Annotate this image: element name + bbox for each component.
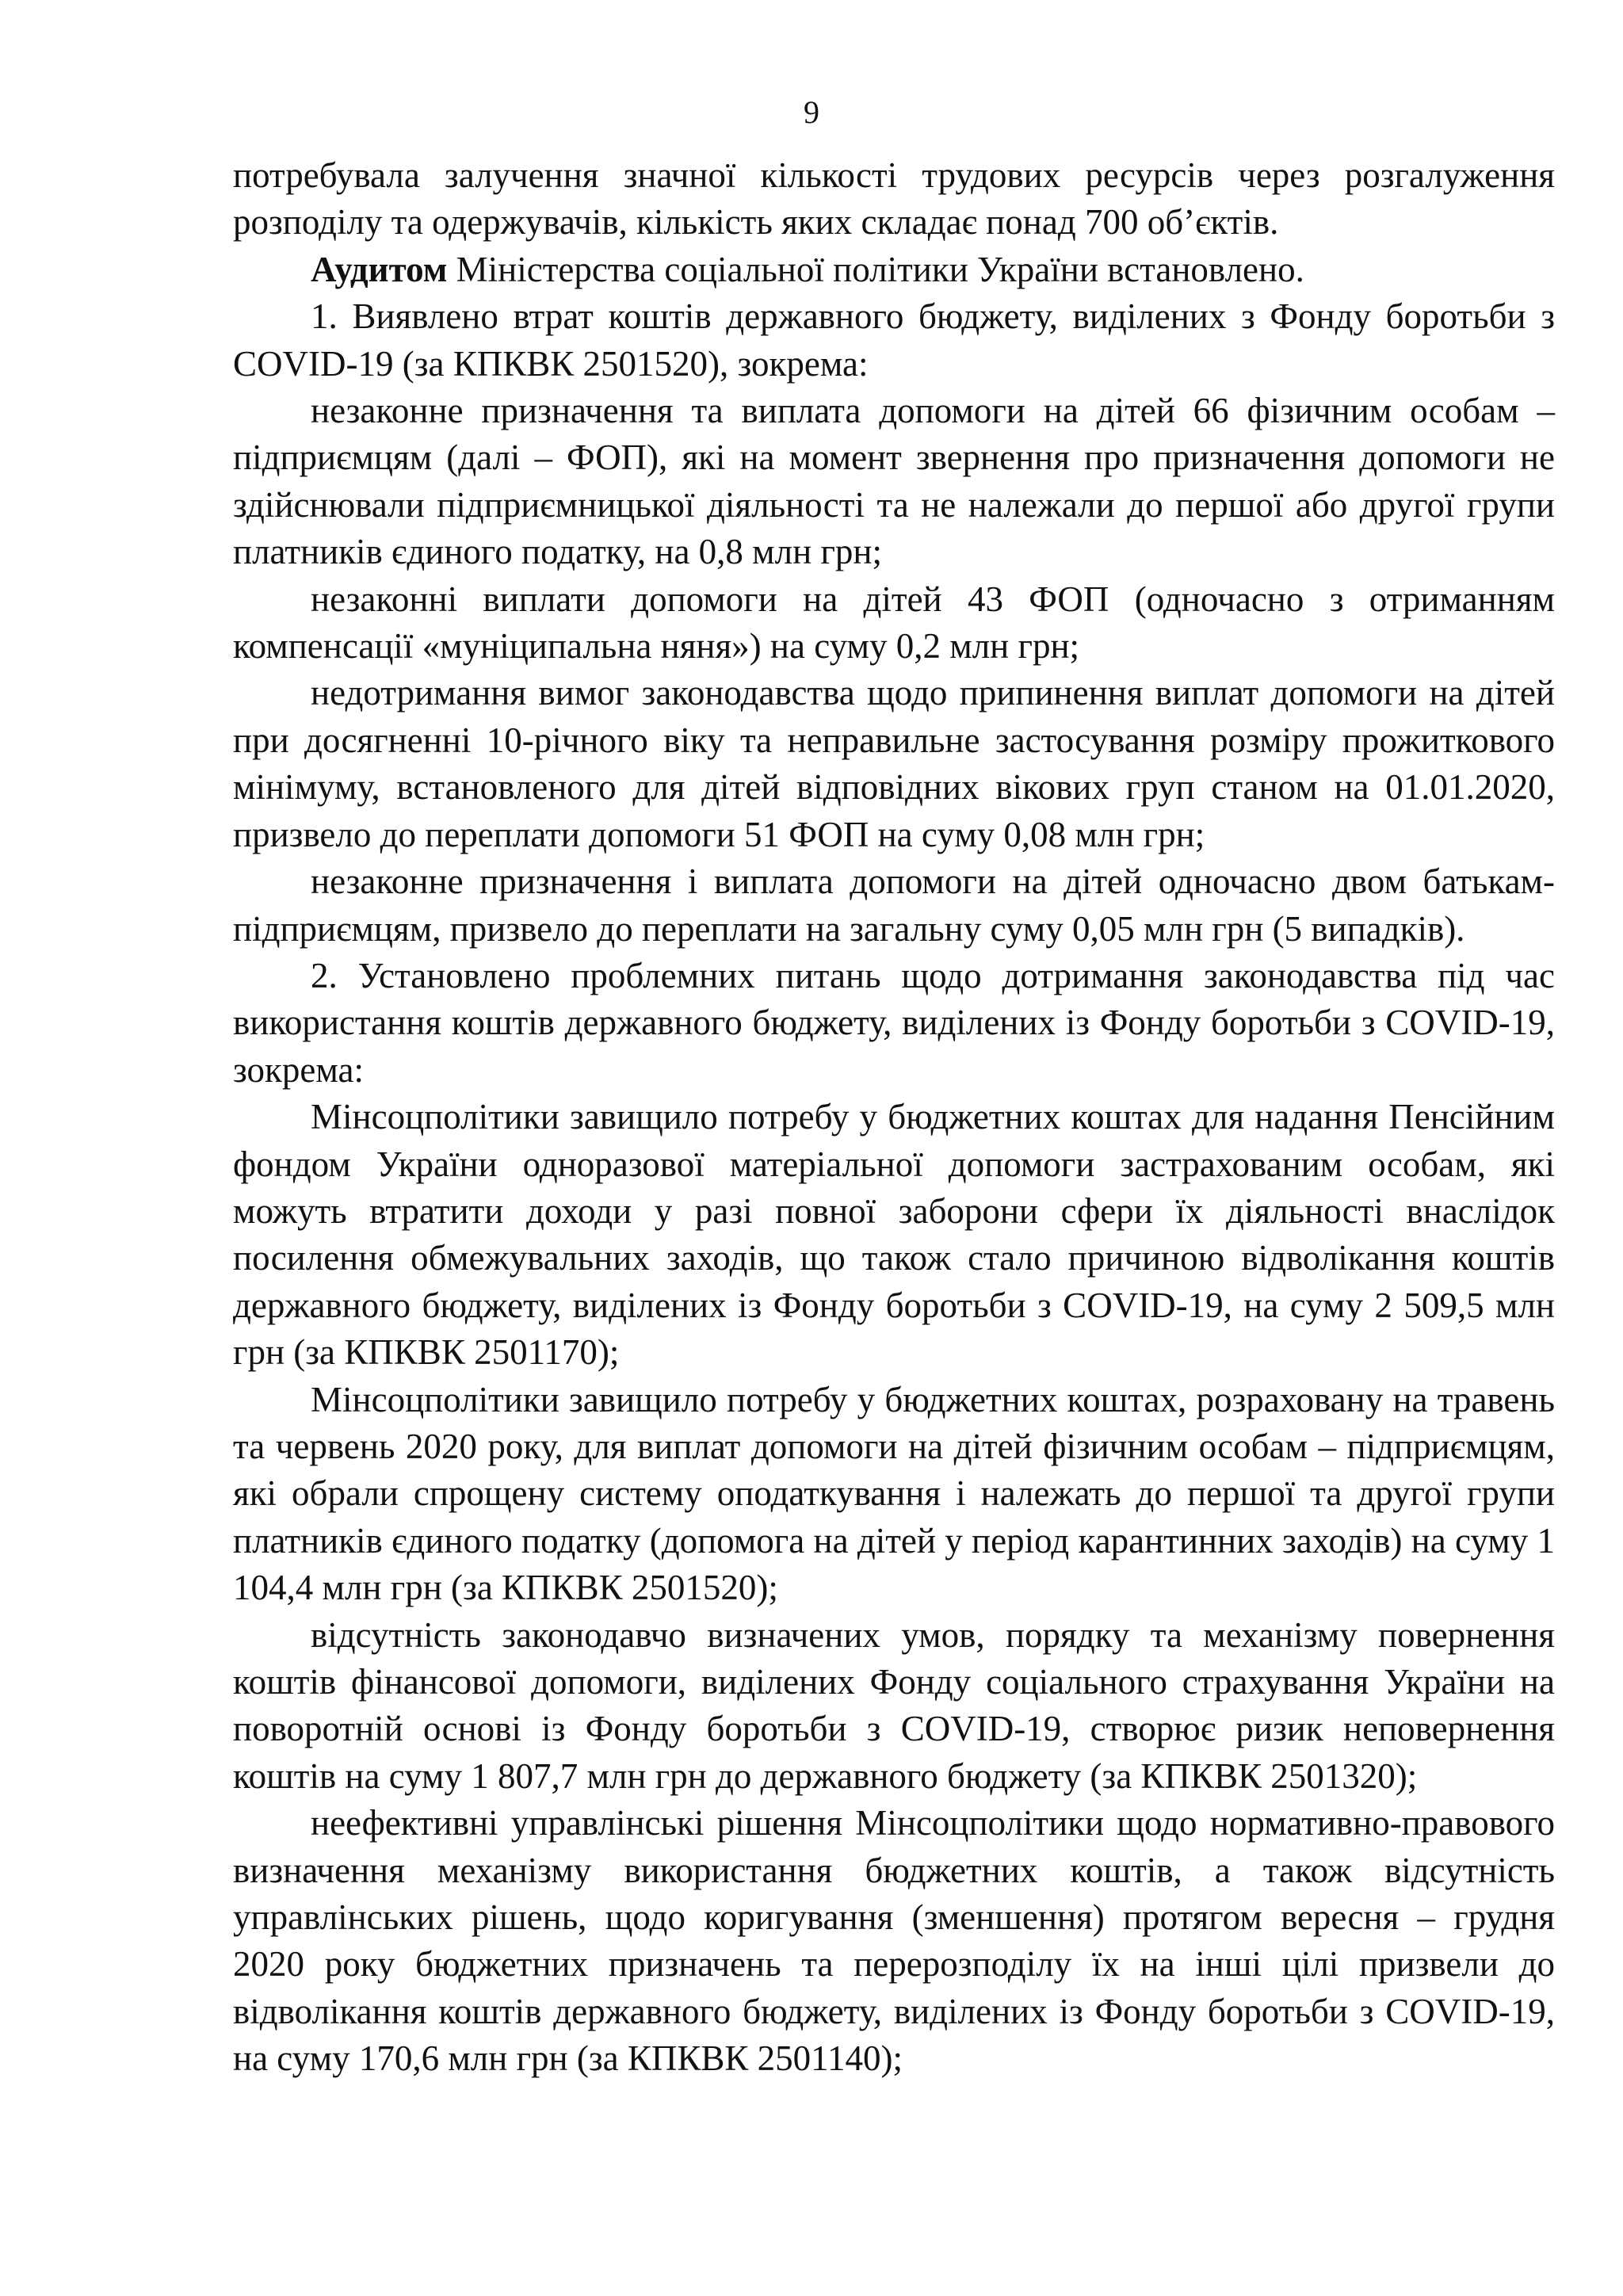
paragraph-item: незаконне призначення і виплата допомоги на дітей одночасно двом батькам-підприємцям, призвело до переплати на загальну суму 0,05 млн грн (5 випадків). [233, 861, 1555, 949]
page-number: 9 [804, 94, 819, 130]
paragraph-continuation: потребувала залучення значної кількості трудових ресурсів через розгалуження розподілу та одержувачів, кількість яких складає понад 700 об’єктів. [233, 155, 1555, 243]
paragraph-finding-1: 1. Виявлено втрат коштів державного бюджету, виділених з Фонду боротьби з COVID-19 (за КПКВК 2501520), зокрема: [233, 296, 1555, 384]
paragraph-item: Мінсоцполітики завищило потребу у бюджетних коштах для надання Пенсійним фондом України одноразової матеріальної допомоги застрахованим особам, які можуть втратити доходи у разі повної заборони сфери їх діяльності внаслідок посилення обмежувальних заходів, що також стало причиною відволікання коштів державного бюджету, виділених із Фонду боротьби з COVID-19, на суму 2 509,5 млн грн (за КПКВК 2501170); [233, 1097, 1555, 1373]
paragraph-audit-intro [233, 246, 1555, 293]
paragraph-item: незаконне призначення та виплата допомоги на дітей 66 фізичним особам – підприємцям (далі – ФОП), які на момент звернення про призначення допомоги не здійснювали підприємницької діяльності та не належали до першої або другої групи платників єдиного податку, на 0,8 млн грн; [233, 391, 1555, 572]
audit-intro-text: Міністерства соціальної політики України встановлено. [447, 249, 1304, 289]
paragraph-finding-2: 2. Установлено проблемних питань щодо дотримання законодавства під час використання коштів державного бюджету, виділених із Фонду боротьби з COVID-19, зокрема: [233, 955, 1555, 1090]
document-body [233, 152, 1555, 2083]
paragraph-item: неефективні управлінські рішення Мінсоцполітики щодо нормативно-правового визначення механізму використання бюджетних коштів, а також відсутність управлінських рішень, щодо коригування (зменшення) протягом вересня – грудня 2020 року бюджетних призначень та перерозподілу їх на інші цілі призвели до відволікання коштів державного бюджету, виділених із Фонду боротьби з COVID-19, на суму 170,6 млн грн (за КПКВК 2501140); [233, 1803, 1555, 2079]
paragraph-item: відсутність законодавчо визначених умов, порядку та механізму повернення коштів фінансової допомоги, виділених Фонду соціального страхування України на поворотній основі із Фонду боротьби з COVID-19, створює ризик неповернення коштів на суму 1 807,7 млн грн до державного бюджету (за КПКВК 2501320); [233, 1614, 1555, 1796]
paragraph-item: недотримання вимог законодавства щодо припинення виплат допомоги на дітей при досягненні 10-річного віку та неправильне застосування розміру прожиткового мінімуму, встановленого для дітей відповідних вікових груп станом на 01.01.2020, призвело до переплати допомоги 51 ФОП на суму 0,08 млн грн; [233, 673, 1555, 854]
paragraph-item: незаконні виплати допомоги на дітей 43 ФОП (одночасно з отриманням компенсації «муніципальна няня») на суму 0,2 млн грн; [233, 579, 1555, 667]
paragraph-item: Мінсоцполітики завищило потребу у бюджетних коштах, розраховану на травень та червень 2020 року, для виплат допомоги на дітей фізичним особам – підприємцям, які обрали спрощену систему оподаткування і належать до першої та другої групи платників єдиного податку (допомога на дітей у період карантинних заходів) на суму 1 104,4 млн грн (за КПКВК 2501520); [233, 1379, 1555, 1608]
audit-lead-word: Аудитом [311, 249, 448, 289]
